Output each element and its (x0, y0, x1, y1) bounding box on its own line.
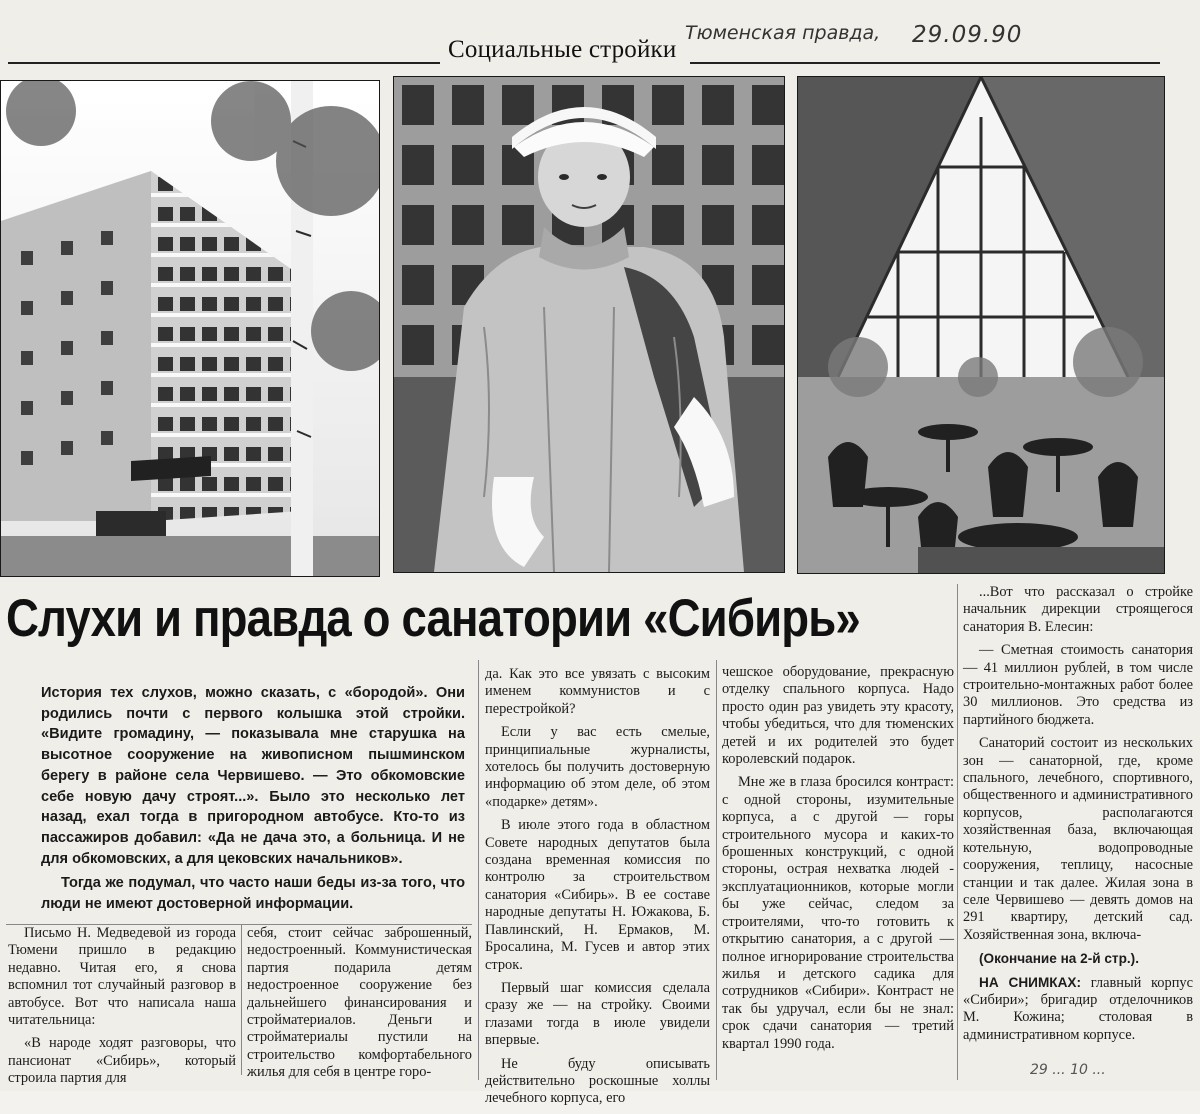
column-paragraph: Мне же в глаза бросился контраст: с одной стороны, изумительные корпуса, а с другой — горы строительного мусора и каких-то брошенных конструкций, с одной стороны, острая нехватка людей - эксплуатационников, которые могли бы уже сейчас, следом за строителями, что-то готовить к открытию санатория, а с другой — полное игнорирование строительства жилья и детского садика для сотрудников «Сибири». Контраст не так бы удручал, если бы не знал: срок сдачи санатория — третий квартал 1990 года. (722, 774, 954, 1052)
dining-hall-photo (797, 76, 1165, 574)
article-column-3 (485, 666, 710, 1114)
article-column-4 (722, 664, 954, 1059)
column-paragraph: В июле этого года в областном Совете народных депутатов была создана временная комиссия по контролю за строительством санатория «Сибирь». В ее составе народные депутаты Н. Южакова, Б. Павлинский, Н. Ермаков, М. Бросалина, М. Гусев и автор этих строк. (485, 817, 710, 973)
column-paragraph: — Сметная стоимость санатория — 41 миллион рублей, в том числе строительно-монтажных работ более 30 миллионов. Это средства из партийного бюджета. (963, 642, 1193, 728)
lead-paragraph: Тогда же подумал, что часто наши беды из-за того, что люди не имеют достоверной информации. (41, 875, 465, 913)
column-paragraph: Не буду описывать действительно роскошные холлы лечебного корпуса, его (485, 1055, 710, 1107)
article-column-5 (963, 584, 1193, 1050)
column-rule (478, 660, 479, 1080)
handwritten-bottom-note: 29 ... 10 ... (1030, 1062, 1106, 1078)
caption-label: НА СНИМКАХ: (979, 974, 1081, 990)
column-paragraph: себя, стоит сейчас заброшенный, недостроенный. Коммунистическая партия подарила детям недостроенное сооружение без дальнейшего финансирования и стройматериалов. Деньги и стройматериалы пустили на строительство комфортабельного жилья для себя в центре горо- (247, 925, 472, 1081)
continued-note: (Окончание на 2-й стр.). (979, 951, 1139, 967)
column-rule (716, 660, 717, 1080)
handwritten-source: Тюменская правда, (685, 22, 881, 44)
rubric-rule-left (8, 62, 440, 64)
column-paragraph: Письмо Н. Медведевой из города Тюмени пришло в редакцию недавно. Читая его, я снова вспомнил тот случайный разговор в автобусе. Вот что написала наша читательница: (8, 925, 236, 1029)
article-column-2 (247, 925, 472, 1088)
brigadier-portrait-photo (393, 76, 785, 573)
column-paragraph: чешское оборудование, прекрасную отделку спального корпуса. Надо просто один раз увидеть эту красоту, чтобы убедиться, что для тюменских детей и их родителей это будет королевский подарок. (722, 664, 954, 768)
article-lead (41, 683, 465, 919)
sanatorium-building-photo (0, 80, 380, 577)
article-column-1 (8, 925, 236, 1094)
rubric-rule-right (690, 62, 1160, 64)
column-paragraph: Первый шаг комиссия сделала сразу же — на стройку. Своими глазами тогда в июле увидели впервые. (485, 979, 710, 1049)
photo-caption (963, 974, 1193, 1045)
lead-paragraph: История тех слухов, можно сказать, с «бородой». Они родились почти с первого колышка этой стройки. «Видите громадину, — показывала мне старушка на высотное сооружение на живописном пышминском берегу в районе села Червишево. — Это обкомовские себе новую дачу строят...». Было это несколько лет назад, ехал тогда в пригородном автобусе. Кто-то из пассажиров добавил: «Да не дача это, а больница. И не для обкомовских, а для цековских начальников». (41, 685, 465, 867)
section-rubric: Социальные стройки (448, 36, 677, 63)
caption-text: главный корпус «Сибири»; бригадир отделочников М. Кожина; столовая в административном корпусе. (963, 974, 1193, 1043)
column-paragraph: «В народе ходят разговоры, что пансионат «Сибирь», который строила партия для (8, 1035, 236, 1087)
column-paragraph: Если у вас есть смелые, принципиальные журналисты, хотелось бы получить достоверную информацию об этом деле, об этом «подарке» детям». (485, 724, 710, 810)
article-headline: Слухи и правда о санатории «Сибирь» (6, 589, 860, 648)
column-rule (241, 925, 242, 1075)
column-paragraph: ...Вот что рассказал о стройке начальник дирекции строящегося санатория В. Елесин: (963, 584, 1193, 635)
column-paragraph: Санаторий состоит из нескольких зон — санаторной, где, кроме спального, лечебного, спортивного, общественного и административного корпусов, располагаются хозяйственная база, включающая котельную, водопроводные сооружения, теплицу, насосные станции и так далее. Жилая зона в селе Червишево — девять домов на 291 квартиру, детский сад. Хозяйственная зона, включа- (963, 735, 1193, 943)
column-rule (957, 584, 958, 1080)
handwritten-date: 29.09.90 (912, 22, 1023, 48)
column-paragraph: да. Как это все увязать с высоким именем коммунистов и с перестройкой? (485, 666, 710, 717)
